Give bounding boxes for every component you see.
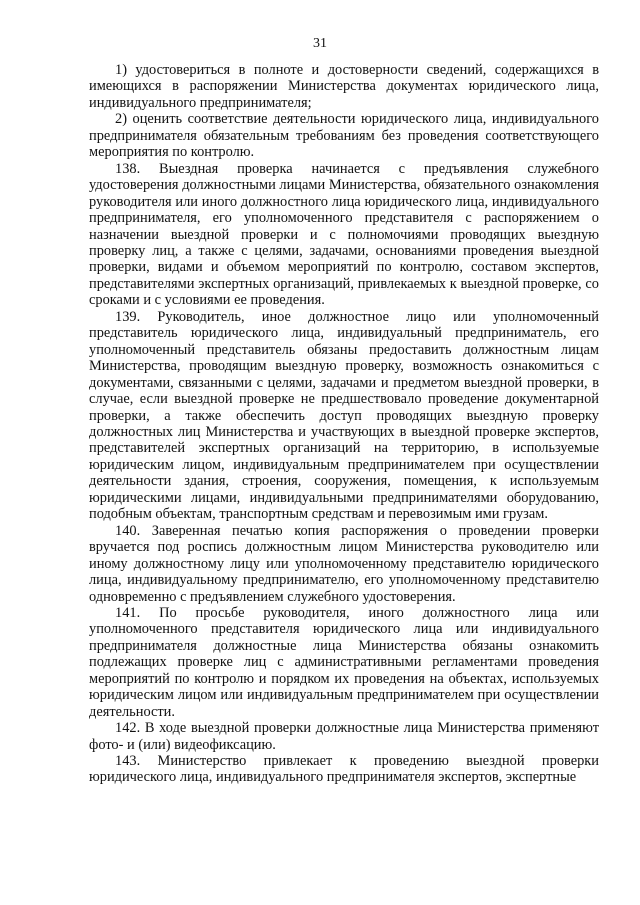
paragraph-139: 139. Руководитель, иное должностное лицо или уполномоченный представитель юридического лица, индивидуальный предприниматель, его уполномоченный представитель обязаны предоставить должностным лицам Министерства, проводящим выездную проверку, возможность ознакомиться с документами, связанными с целями, задачами и предметом выездной проверки, в случае, если выездной проверке не предшествовало проведение документарной проверки, а также обеспечить доступ проводящих выездную проверку должностных лиц Министерства и участвующих в выездной проверке экспертов, представителей экспертных организаций на территорию, в используемые юридическим лицом, индивидуальным предпринимателем при осуществлении деятельности здания, строения, сооружения, помещения, к используемым юридическими лицами, индивидуальными предпринимателями оборудованию, подобным объектам, транспортным средствам и перевозимым ими грузам. bbox=[89, 308, 599, 523]
page-number: 31 bbox=[313, 36, 327, 51]
paragraph-141: 141. По просьбе руководителя, иного должностного лица или уполномоченного представителя юридического лица или индивидуального предпринимателя должностные лица Министерства обязаны ознакомить подлежащих проверке лиц с административными регламентами проведения мероприятий по контролю и порядком их проведения на объектах, используемых юридическим лицом или индивидуальным предпринимателем при осуществлении деятельности. bbox=[89, 604, 599, 720]
paragraph-140: 140. Заверенная печатью копия распоряжения о проведении проверки вручается под роспись должностным лицом Министерства руководителю или иному должностному лицу или уполномоченному представителю юридического лица, индивидуальному предпринимателю, его уполномоченному представителю одновременно с предъявлением служебного удостоверения. bbox=[89, 522, 599, 605]
paragraph-item-1: 1) удостовериться в полноте и достоверности сведений, содержащихся в имеющихся в распоряжении Министерства документах юридического лица, индивидуального предпринимателя; bbox=[89, 62, 599, 111]
paragraph-item-2: 2) оценить соответствие деятельности юридического лица, индивидуального предпринимателя обязательным требованиям без проведения соответствующего мероприятия по контролю. bbox=[89, 111, 599, 161]
paragraph-142: 142. В ходе выездной проверки должностные лица Министерства применяют фото- и (или) видеофиксацию. bbox=[89, 720, 599, 753]
paragraph-138: 138. Выездная проверка начинается с предъявления служебного удостоверения должностными лицами Министерства, обязательного ознакомления руководителя или иного должностного лица юридического лица, индивидуального предпринимателя, его уполномоченного представителя с распоряжением о назначении выездной проверки и с полномочиями проводящих выездную проверку лиц, а также с целями, задачами, основаниями проведения выездной проверки, видами и объемом мероприятий по контролю, составом экспертов, представителями экспертных организаций, привлекаемых к выездной проверке, со сроками и с условиями ее проведения. bbox=[89, 160, 599, 309]
paragraph-143: 143. Министерство привлекает к проведению выездной проверки юридического лица, индивидуального предпринимателя экспертов, экспертные bbox=[89, 753, 599, 786]
document-body bbox=[89, 62, 599, 786]
